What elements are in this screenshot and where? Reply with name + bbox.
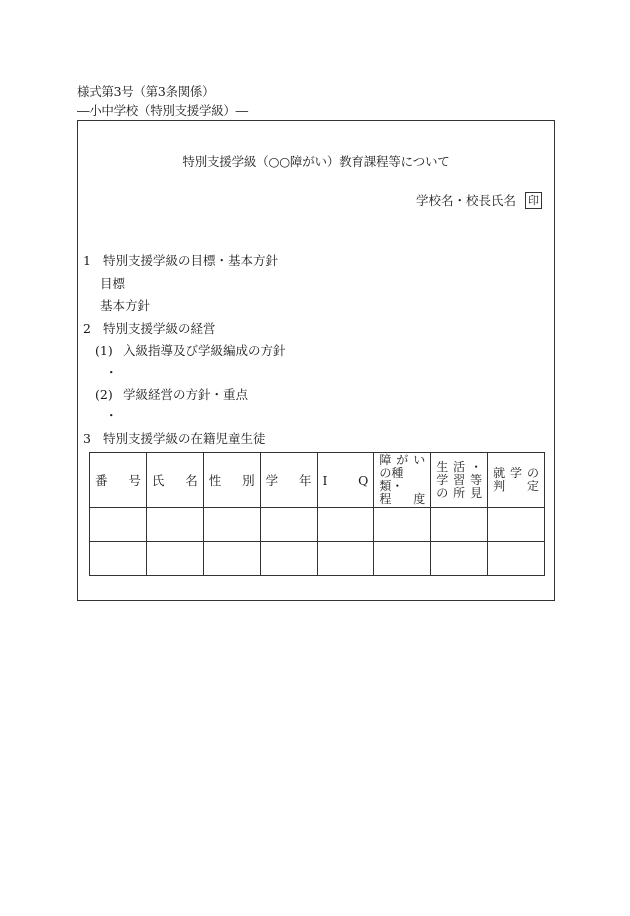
disability-char-1: 障 bbox=[379, 453, 392, 467]
col-grade-char-2: 年 bbox=[298, 473, 312, 488]
subsection-2-2-heading bbox=[95, 385, 248, 403]
life-char-3: ・ bbox=[470, 459, 483, 474]
col-name-char-2: 名 bbox=[185, 473, 198, 488]
section-1-heading bbox=[83, 251, 278, 269]
table-cell[interactable] bbox=[90, 542, 147, 576]
col-iq bbox=[317, 453, 374, 508]
subsection-2-1-title: 入級指導及び学級編成の方針 bbox=[123, 343, 286, 358]
col-gender-char-1: 性 bbox=[208, 473, 222, 488]
section-2-heading bbox=[83, 319, 216, 337]
students-table bbox=[89, 452, 545, 576]
col-iq-char-2: Q bbox=[358, 472, 369, 488]
table-cell[interactable] bbox=[146, 542, 203, 576]
disability-char-4: 程 bbox=[379, 492, 392, 506]
table-cell[interactable] bbox=[90, 508, 147, 542]
life-char-1: 生 bbox=[436, 459, 449, 474]
subsection-2-2-title: 学級経営の方針・重点 bbox=[123, 387, 249, 402]
col-grade-char-1: 学 bbox=[265, 473, 279, 488]
school-signature bbox=[416, 191, 542, 209]
disability-line-2: の種類・ bbox=[379, 466, 404, 493]
life-char-6: 等 bbox=[470, 472, 483, 487]
col-number-char-2: 号 bbox=[128, 473, 141, 488]
subsection-2-2-number: (2) bbox=[95, 387, 113, 402]
life-char-2: 活 bbox=[453, 459, 466, 474]
document-frame bbox=[77, 120, 555, 601]
disability-char-5: 度 bbox=[413, 492, 426, 506]
section-3-title: 特別支援学級の在籍児童生徒 bbox=[103, 431, 266, 446]
section-3-number: 3 bbox=[83, 431, 91, 446]
school-label: 学校名・校長氏名 bbox=[415, 193, 516, 208]
col-judgment bbox=[488, 453, 545, 508]
col-disability bbox=[374, 453, 431, 508]
section-1-item-goal: 目標 bbox=[100, 276, 126, 291]
col-gender-char-2: 別 bbox=[242, 473, 255, 488]
section-2-title: 特別支援学級の経営 bbox=[103, 321, 216, 336]
col-number bbox=[90, 453, 147, 508]
seal-mark: 印 bbox=[525, 192, 542, 209]
life-char-9: 見 bbox=[470, 485, 483, 500]
table-cell[interactable] bbox=[260, 542, 317, 576]
table-cell[interactable] bbox=[488, 542, 545, 576]
table-cell[interactable] bbox=[203, 542, 260, 576]
subsection-2-2-bullet: ・ bbox=[105, 408, 118, 423]
disability-char-3: い bbox=[413, 453, 426, 467]
judgment-char-1: 就 bbox=[493, 466, 506, 480]
document-title: 特別支援学級（○○障がい）教育課程等について bbox=[182, 154, 450, 169]
form-number: 様式第3号（第3条関係） bbox=[77, 84, 215, 99]
table-cell[interactable] bbox=[374, 542, 431, 576]
col-life-study bbox=[431, 453, 488, 508]
life-char-8: 所 bbox=[453, 485, 466, 500]
section-1-item-policy: 基本方針 bbox=[100, 298, 151, 313]
col-iq-char-1: I bbox=[322, 472, 328, 488]
subsection-2-1-heading bbox=[95, 341, 286, 359]
table-cell[interactable] bbox=[374, 508, 431, 542]
subsection-2-1-bullet: ・ bbox=[105, 365, 118, 380]
col-number-char-1: 番 bbox=[95, 473, 108, 488]
judgment-char-5: 定 bbox=[526, 479, 539, 493]
life-char-7: の bbox=[436, 485, 449, 500]
section-1-number: 1 bbox=[83, 253, 91, 268]
subsection-2-1-number: (1) bbox=[95, 343, 113, 358]
judgment-char-2: 学 bbox=[510, 466, 523, 480]
section-2-number: 2 bbox=[83, 321, 91, 336]
table-cell[interactable] bbox=[488, 508, 545, 542]
col-grade bbox=[260, 453, 317, 508]
table-cell[interactable] bbox=[146, 508, 203, 542]
table-header-row bbox=[90, 453, 545, 508]
table-cell[interactable] bbox=[431, 508, 488, 542]
col-name bbox=[146, 453, 203, 508]
judgment-char-3: の bbox=[526, 466, 539, 480]
table-cell[interactable] bbox=[203, 508, 260, 542]
table-cell[interactable] bbox=[260, 508, 317, 542]
table-cell[interactable] bbox=[317, 542, 374, 576]
disability-char-2: が bbox=[396, 453, 409, 467]
col-gender bbox=[203, 453, 260, 508]
table-cell[interactable] bbox=[317, 508, 374, 542]
col-name-char-1: 氏 bbox=[151, 473, 165, 488]
table-row bbox=[90, 542, 545, 576]
life-char-4: 学 bbox=[436, 472, 449, 487]
section-1-title: 特別支援学級の目標・基本方針 bbox=[103, 253, 279, 268]
table-cell[interactable] bbox=[431, 542, 488, 576]
table-row bbox=[90, 508, 545, 542]
section-3-heading bbox=[83, 429, 266, 447]
life-char-5: 習 bbox=[453, 472, 466, 487]
school-type: ―小中学校（特別支援学級）― bbox=[77, 103, 248, 118]
judgment-char-4: 判 bbox=[493, 479, 506, 493]
